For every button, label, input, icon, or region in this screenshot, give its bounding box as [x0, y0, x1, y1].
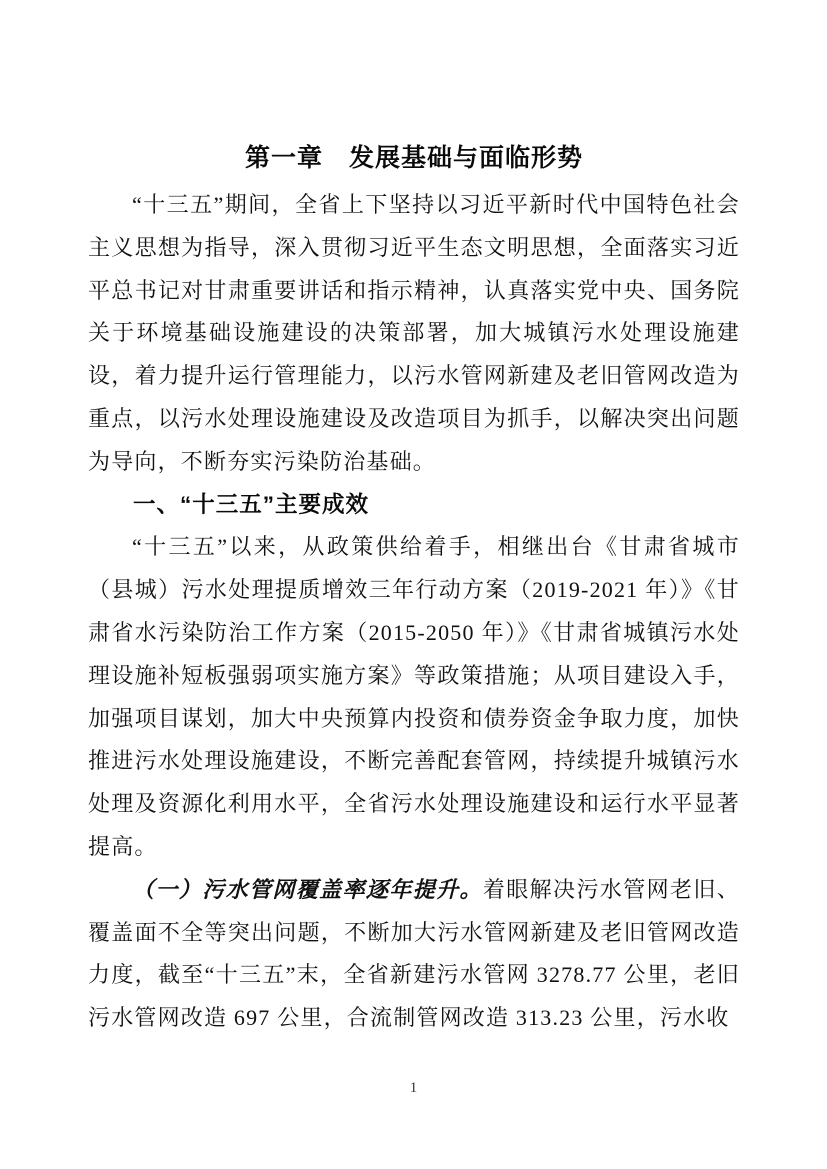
section-heading-achievements: 一、“十三五”主要成效 [133, 491, 370, 517]
page-footer [0, 1079, 827, 1097]
paragraph-intro: “十三五”期间，全省上下坚持以习近平新时代中国特色社会主义思想为指导，深入贯彻习近平生态文明思想，全面落实习近平总书记对甘肃重要讲话和指示精神，认真落实党中央、国务院关于环境基础设施建设的决策部署，加大城镇污水处理设施建设，着力提升运行管理能力，以污水管网新建及老旧管网改造为重点，以污水处理设施建设及改造项目为抓手，以解决突出问题为导向，不断夯实污染防治基础。 [88, 192, 740, 474]
page-number: 1 [409, 1080, 418, 1096]
paragraph-pipeline [88, 869, 740, 1040]
chapter-heading: 第一章 发展基础与面临形势 [244, 144, 583, 172]
paragraph-pipeline-body: 着眼解决污水管网老旧、覆盖面不全等突出问题，不断加大污水管网新建及老旧管网改造力度，截至“十三五”末，全省新建污水管网 3278.77 公里，老旧污水管网改造 697 公里，合流制管网改造 313.23 公里，污水收 [88, 876, 740, 1031]
paragraph-pipeline-lead: （一）污水管网覆盖率逐年提升。 [132, 876, 483, 902]
paragraph-policy: “十三五”以来，从政策供给着手，相继出台《甘肃省城市（县城）污水处理提质增效三年行动方案（2019-2021 年）》《甘肃省水污染防治工作方案（2015-2050 年）》《甘肃省城镇污水处理设施补短板强弱项实施方案》等政策措施；从项目建设入手，加强项目谋划，加大中央预算内投资和债券资金争取力度，加快推进污水处理设施建设，不断完善配套管网，持续提升城镇污水处理及资源化利用水平，全省污水处理设施建设和运行水平显著提高。 [88, 534, 740, 859]
